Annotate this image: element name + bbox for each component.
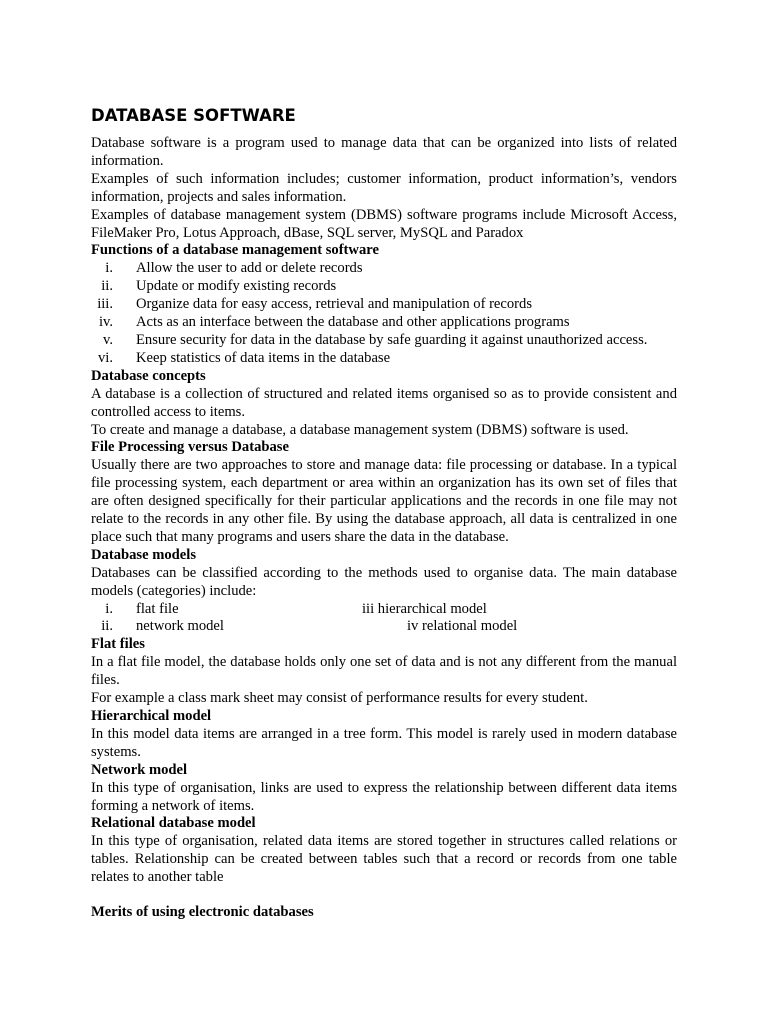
list-item [91, 278, 677, 296]
network-paragraph: In this type of organisation, links are used to express the relationship between different data items forming a network of items. [91, 779, 677, 814]
intro-paragraph: Examples of database management system (DBMS) software programs include Microsoft Access, FileMaker Pro, Lotus Approach, dBase, SQL server, MySQL and Paradox [91, 206, 677, 241]
functions-heading: Functions of a database management software [91, 242, 379, 259]
list-item [91, 296, 677, 314]
list-number: i. [105, 260, 113, 277]
flat-files-heading: Flat files [91, 636, 145, 653]
models-paragraph: Databases can be classified according to the methods used to organise data. The main database models (categories) include: [91, 564, 677, 599]
page-title: DATABASE SOFTWARE [91, 106, 296, 125]
merits-heading: Merits of using electronic databases [91, 904, 314, 921]
models-heading: Database models [91, 546, 196, 563]
list-text: Acts as an interface between the database and other applications programs [136, 314, 570, 331]
flat-files-paragraph: For example a class mark sheet may consist of performance results for every student. [91, 690, 588, 707]
model-name: iv relational model [407, 618, 518, 635]
list-number: vi. [98, 349, 113, 366]
models-list [91, 601, 677, 637]
model-name: iii hierarchical model [362, 600, 487, 617]
document-page [91, 106, 677, 922]
flat-files-paragraph: In a flat file model, the database holds only one set of data and is not any different from the manual files. [91, 654, 677, 689]
list-item [91, 601, 677, 619]
hierarchical-paragraph: In this model data items are arranged in a tree form. This model is rarely used in modern database systems. [91, 725, 677, 760]
file-processing-heading: File Processing versus Database [91, 439, 289, 456]
list-number: iii. [97, 296, 113, 313]
concepts-paragraph: To create and manage a database, a database management system (DBMS) software is used. [91, 421, 629, 438]
concepts-heading: Database concepts [91, 367, 206, 384]
list-item [91, 260, 677, 278]
functions-list [91, 260, 677, 367]
network-heading: Network model [91, 761, 188, 778]
intro-paragraph: Database software is a program used to manage data that can be organized into lists of related information. [91, 135, 677, 169]
list-number: i. [105, 600, 113, 617]
list-item [91, 332, 677, 350]
list-text: Allow the user to add or delete records [136, 260, 363, 277]
file-processing-paragraph: Usually there are two approaches to store and manage data: file processing or database. In a typical file processing system, each department or area within an organization has its own set of files that are often designed specifically for their particular applications and the records in one file may not relate to the records in any other file. By using the database approach, all data is centralized in one place such that many programs and users share the data in the database. [91, 457, 677, 545]
model-name: flat file [136, 600, 179, 617]
hierarchical-heading: Hierarchical model [91, 707, 212, 724]
list-number: ii. [101, 618, 113, 635]
relational-paragraph: In this type of organisation, related data items are stored together in structures called relations or tables. Relationship can be created between tables such that a record or records from one table relates to another table [91, 833, 677, 886]
list-text: Update or modify existing records [136, 278, 337, 295]
model-name: network model [136, 618, 224, 635]
list-item [91, 350, 677, 368]
list-number: iv. [98, 314, 113, 331]
list-number: v. [103, 331, 113, 348]
list-item [91, 618, 677, 636]
list-text: Keep statistics of data items in the database [136, 349, 391, 366]
list-text: Ensure security for data in the database by safe guarding it against unauthorized access. [136, 331, 648, 348]
concepts-paragraph: A database is a collection of structured and related items organised so as to provide consistent and controlled access to items. [91, 385, 677, 420]
list-item [91, 314, 677, 332]
spacer [91, 887, 677, 904]
list-number: ii. [101, 278, 113, 295]
relational-heading: Relational database model [91, 815, 256, 832]
intro-paragraph: Examples of such information includes; customer information, product information’s, vendors information, projects and sales information. [91, 170, 677, 205]
list-text: Organize data for easy access, retrieval and manipulation of records [136, 296, 533, 313]
